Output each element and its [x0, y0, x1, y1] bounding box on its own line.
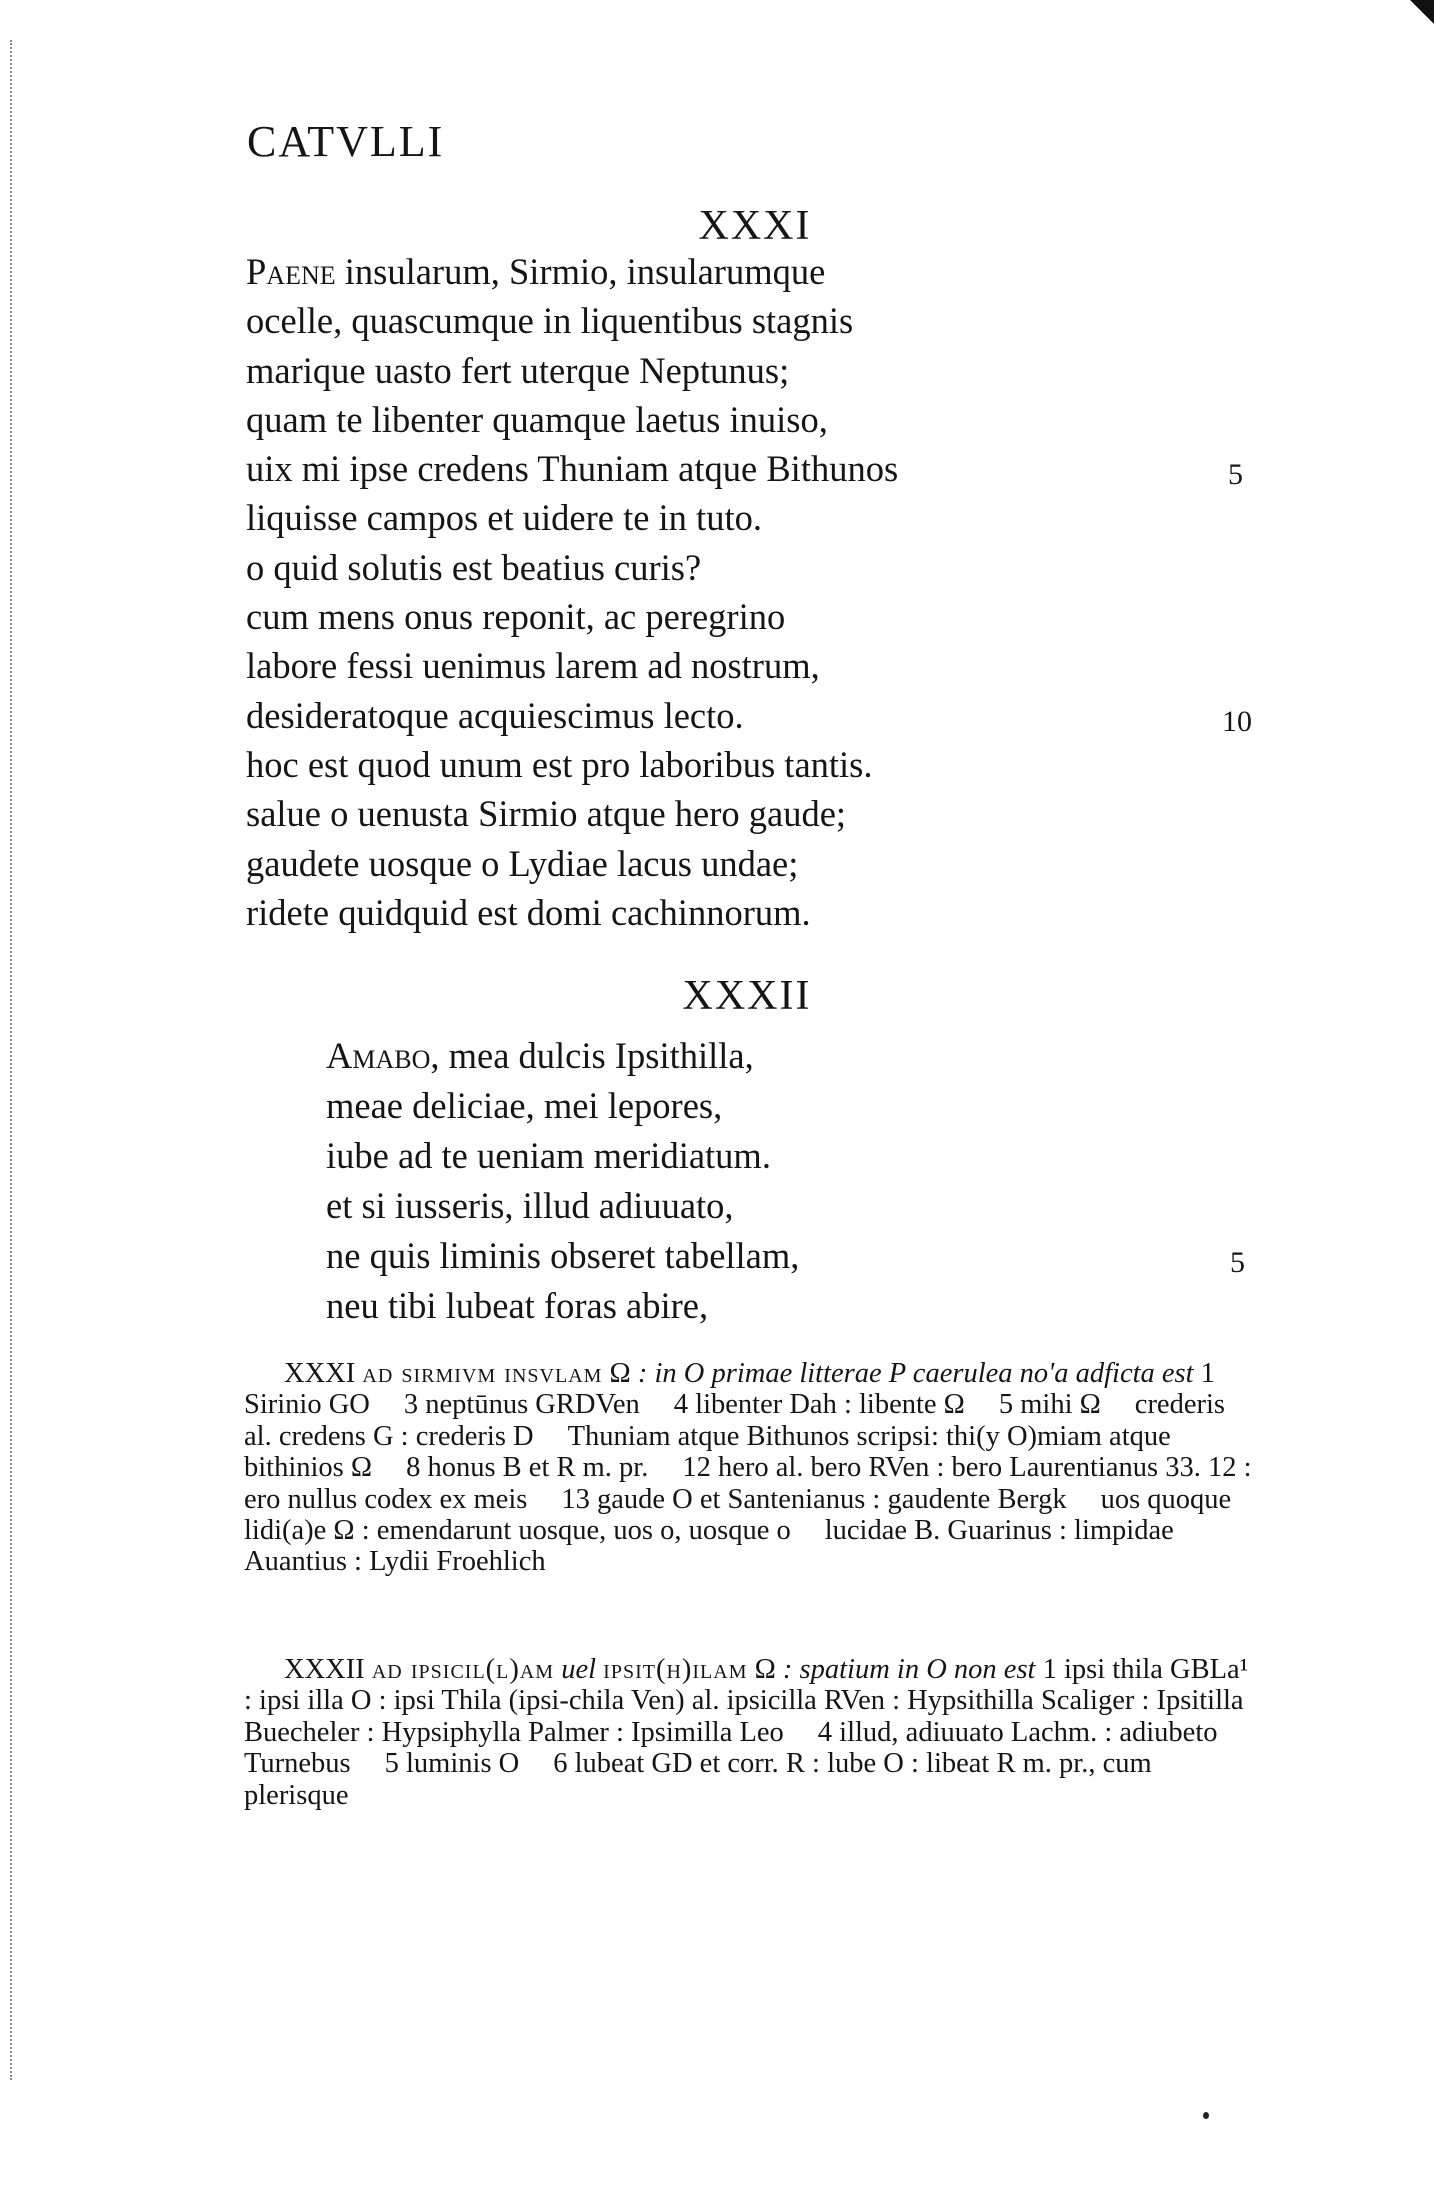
verse-line: hoc est quod unum est pro laboribus tantis. — [246, 743, 873, 785]
apparatus-entry: 1 Sirinio GO — [244, 1358, 1215, 1421]
apparatus-entry: 4 illud, adiuuato Lachm. : adiubeto Turnebus — [244, 1716, 1218, 1780]
page-corner-mark — [1410, 0, 1434, 24]
apparatus-label: XXXI — [284, 1358, 356, 1389]
verse-line: o quid solutis est beatius curis? — [246, 546, 702, 588]
ink-speck — [1203, 2112, 1209, 2119]
apparatus-entry: crederis al. credens G : crederis D — [244, 1389, 1225, 1452]
apparatus-entry: 12 hero al. bero RVen : bero Laurentianus 33. 12 : ero nullus codex ex meis — [244, 1452, 1252, 1515]
apparatus-entry: 5 luminis O — [384, 1748, 520, 1780]
apparatus-entry: 6 lubeat GD et corr. R : lube O : libeat R m. pr., cum plerisque — [244, 1748, 1152, 1811]
verse-line: ocelle, quascumque in liquentibus stagnis — [246, 300, 854, 342]
apparatus-entry: lucidae B. Guarinus : limpidae Auantius : Lydii Froehlich — [244, 1515, 1174, 1578]
verse-line-text: insularum, Sirmio, insularumque — [335, 251, 826, 292]
incipit-word: Paene — [246, 251, 336, 292]
critical-apparatus-xxxi — [244, 1358, 1252, 1578]
apparatus-entry: 1 ipsi thila GBLa¹ : ipsi illa O : ipsi Thila (ipsi-chila Ven) al. ipsicilla RVen : Hypsithilla Scaliger : Ipsitilla Buecheler : Hypsiphylla Palmer : Ipsimilla Leo — [244, 1654, 1249, 1748]
apparatus-note: : in O primae litterae P caerulea no'a adficta est — [637, 1358, 1194, 1389]
verse-line: uix mi ipse credens Thuniam atque Bithunos — [246, 448, 899, 490]
poem-xxxii-verse — [326, 1031, 799, 1331]
line-number: 5 — [1228, 458, 1243, 491]
line-number: 10 — [1222, 705, 1252, 738]
verse-line — [246, 247, 898, 296]
poem-xxxi-verse — [246, 247, 898, 937]
apparatus-entry: uos quoque lidi(a)e Ω : emendarunt uosque, uos o, uosque o — [244, 1483, 1232, 1547]
apparatus-note: : spatium in O non est — [782, 1654, 1036, 1685]
apparatus-heading: ipsit(h)ilam — [603, 1654, 748, 1685]
verse-line: meae deliciae, mei lepores, — [326, 1085, 723, 1126]
apparatus-entry: 13 gaude O et Santenianus : gaudente Bergk — [561, 1483, 1067, 1515]
verse-line: iube ad te ueniam meridiatum. — [326, 1135, 771, 1176]
apparatus-entry: Thuniam atque Bithunos scripsi: thi(y O)miam atque bithinios Ω — [244, 1420, 1171, 1484]
poem-title-xxxii: XXXII — [682, 973, 812, 1019]
apparatus-siglum: Ω — [754, 1654, 776, 1685]
verse-line-text: , mea dulcis Ipsithilla, — [430, 1035, 754, 1076]
apparatus-heading: ad sirmivm insvlam — [362, 1358, 603, 1389]
apparatus-heading-alt: uel — [561, 1654, 597, 1685]
apparatus-entry: 4 libenter Dah : libente Ω — [673, 1389, 965, 1421]
apparatus-siglum: Ω — [609, 1358, 631, 1389]
verse-line: cum mens onus reponit, ac peregrino — [246, 596, 786, 638]
verse-line: et si iusseris, illud adiuuato, — [326, 1185, 734, 1226]
apparatus-entry: 5 mihi Ω — [998, 1389, 1101, 1421]
verse-line: neu tibi lubeat foras abire, — [326, 1285, 709, 1326]
verse-line: salue o uenusta Sirmio atque hero gaude; — [246, 793, 847, 835]
apparatus-entry: 3 neptūnus GRDVen — [403, 1389, 640, 1421]
incipit-word: Amabo — [326, 1035, 431, 1076]
apparatus-label: XXXII — [284, 1654, 365, 1685]
apparatus-heading: ad ipsicil(l)am — [371, 1654, 555, 1685]
page-edge-shadow — [10, 40, 18, 2080]
verse-line: labore fessi uenimus larem ad nostrum, — [246, 645, 820, 687]
verse-line: gaudete uosque o Lydiae lacus undae; — [246, 842, 799, 884]
critical-apparatus-xxxii — [244, 1654, 1252, 1811]
apparatus-entry: 8 honus B et R m. pr. — [406, 1452, 649, 1484]
verse-line: liquisse campos et uidere te in tuto. — [246, 497, 762, 539]
verse-line: desideratoque acquiescimus lecto. — [246, 694, 744, 736]
running-head: CATVLLI — [247, 117, 445, 166]
verse-line: quam te libenter quamque laetus inuiso, — [246, 398, 828, 440]
verse-line: ne quis liminis obseret tabellam, — [326, 1235, 800, 1276]
verse-line: marique uasto fert uterque Neptunus; — [246, 349, 790, 391]
verse-line: ridete quidquid est domi cachinnorum. — [246, 891, 811, 933]
poem-title-xxxi: XXXI — [698, 203, 812, 249]
line-number: 5 — [1230, 1246, 1245, 1279]
verse-line — [326, 1031, 799, 1081]
